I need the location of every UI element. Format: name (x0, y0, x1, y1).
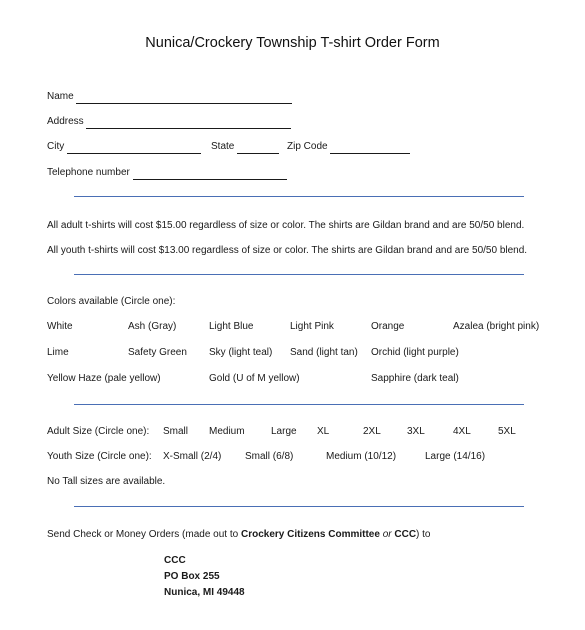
name-field-row (47, 91, 292, 104)
name-input-line[interactable] (76, 91, 292, 104)
color-option[interactable]: Sapphire (dark teal) (371, 373, 459, 384)
adult-size-option[interactable]: Large (271, 426, 297, 437)
youth-pricing-text: All youth t-shirts will cost $13.00 regardless of size or color. The shirts are Gildan brand and are 50/50 blend. (47, 245, 528, 256)
adult-size-option[interactable]: Small (163, 426, 189, 437)
section-separator (74, 506, 524, 507)
color-option[interactable]: Gold (U of M yellow) (209, 373, 300, 384)
adult-size-option[interactable]: 2XL (363, 426, 381, 437)
color-option[interactable]: Light Blue (209, 321, 254, 332)
state-label: State (211, 141, 235, 152)
color-option[interactable]: Yellow Haze (pale yellow) (47, 373, 161, 384)
payee-name: Crockery Citizens Committee (240, 529, 380, 540)
color-option[interactable]: Safety Green (128, 347, 187, 358)
section-separator (74, 274, 524, 275)
payee-short: CCC (394, 529, 417, 540)
payment-instructions (47, 529, 431, 541)
color-option[interactable]: Sand (light tan) (290, 347, 358, 358)
adult-size-option[interactable]: XL (317, 426, 330, 437)
adult-size-option[interactable]: 4XL (453, 426, 471, 437)
youth-size-option[interactable]: Medium (10/12) (326, 451, 397, 462)
state-input-line[interactable] (237, 141, 279, 154)
youth-size-option[interactable]: Small (6/8) (245, 451, 294, 462)
payment-or: or (379, 529, 395, 540)
name-label: Name (47, 91, 74, 102)
color-option[interactable]: Orchid (light purple) (371, 347, 459, 358)
payment-suffix: ) to (416, 529, 431, 540)
color-option[interactable]: Light Pink (290, 321, 334, 332)
color-option[interactable]: White (47, 321, 73, 332)
color-option[interactable]: Ash (Gray) (128, 321, 177, 332)
address-input-line[interactable] (86, 116, 291, 129)
youth-size-label: Youth Size (Circle one): (47, 451, 152, 462)
address-label: Address (47, 116, 84, 127)
adult-pricing-text: All adult t-shirts will cost $15.00 regardless of size or color. The shirts are Gildan brand and are 50/50 blend. (47, 220, 525, 231)
mailing-address-line: PO Box 255 (164, 571, 220, 582)
adult-size-option[interactable]: 3XL (407, 426, 425, 437)
address-field-row (47, 116, 291, 129)
zip-field-row (287, 141, 410, 154)
section-separator (74, 196, 524, 197)
colors-heading: Colors available (Circle one): (47, 296, 176, 307)
adult-size-option[interactable]: Medium (209, 426, 245, 437)
state-field-row (211, 141, 279, 154)
no-tall-note: No Tall sizes are available. (47, 476, 166, 487)
telephone-label: Telephone number (47, 167, 130, 178)
telephone-input-line[interactable] (133, 167, 287, 180)
color-option[interactable]: Azalea (bright pink) (453, 321, 540, 332)
adult-size-option[interactable]: 5XL (498, 426, 516, 437)
section-separator (74, 404, 524, 405)
city-input-line[interactable] (67, 141, 201, 154)
form-title: Nunica/Crockery Township T-shirt Order Form (145, 35, 440, 51)
mailing-address-line: CCC (164, 555, 186, 566)
zip-input-line[interactable] (330, 141, 410, 154)
city-field-row (47, 141, 201, 154)
color-option[interactable]: Lime (47, 347, 69, 358)
color-option[interactable]: Orange (371, 321, 405, 332)
youth-size-option[interactable]: Large (14/16) (425, 451, 486, 462)
adult-size-label: Adult Size (Circle one): (47, 426, 150, 437)
youth-size-option[interactable]: X-Small (2/4) (163, 451, 222, 462)
mailing-address-line: Nunica, MI 49448 (164, 587, 245, 598)
payment-prefix: Send Check or Money Orders (made out to (47, 529, 241, 540)
zip-label: Zip Code (287, 141, 328, 152)
color-option[interactable]: Sky (light teal) (209, 347, 273, 358)
city-label: City (47, 141, 65, 152)
telephone-field-row (47, 167, 287, 180)
